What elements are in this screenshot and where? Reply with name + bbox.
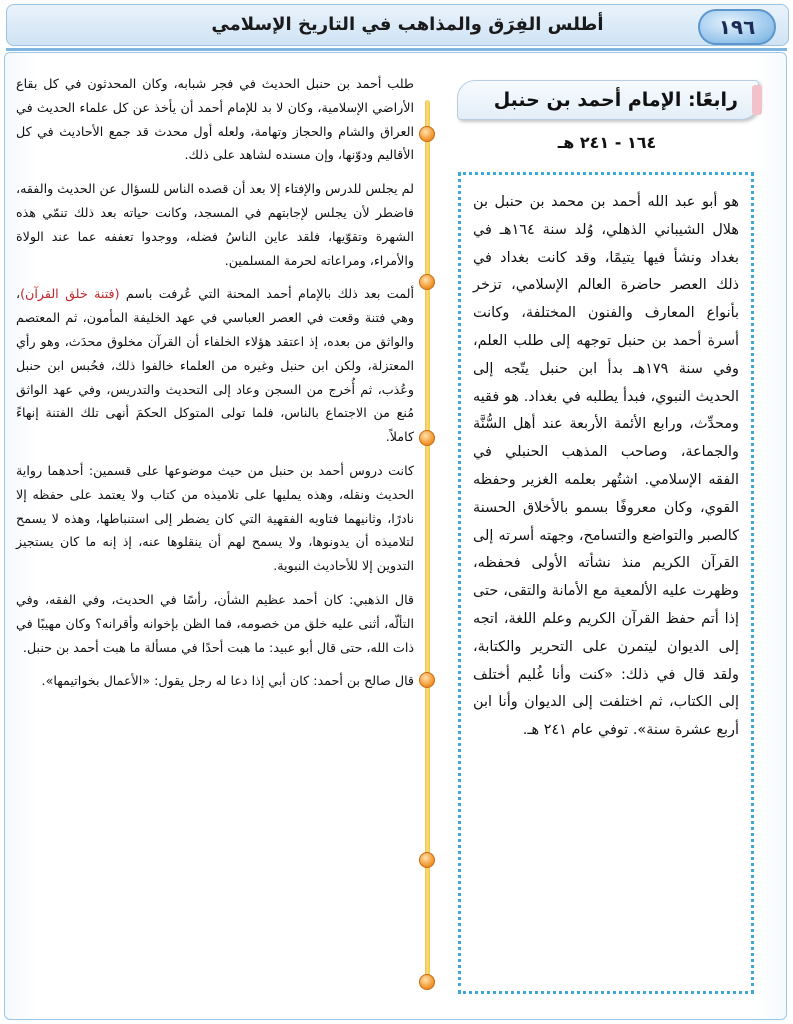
paragraph-3-end: ، وهي فتنة وقعت في العصر العباسي في عهد الخليفة المأمون، ثم المعتصم والواثق من بعده، إذ اعتقد هؤلاء الخلفاء أن القرآن مخلوق محدَث، وهو رأي المعتزلة، ولكن ابن حنبل وغيره من العلماء خالفوا ذلك، فحُبس ابن حنبل وعُذب، ثم أُخرج من السجن وعاد إلى التحديث والتدريس، وفي عهد الواثق مُنع من الاجتماع بالناس، فلما تولى المتوكل الحكمَ أنهى تلك الفتنة إنهاءً كاملاً. — [16, 286, 414, 445]
page-number-badge: ١٩٦ — [698, 9, 776, 45]
title-tab-decoration — [752, 85, 762, 115]
timeline-bullet-icon — [419, 430, 435, 446]
paragraph-2: لم يجلس للدرس والإفتاء إلا بعد أن قصده الناس للسؤال عن الحديث والفقه، فاضطر لأن يجلس لإجابتهم في المسجد، وكانت حياته بعد ذلك تنمّي هذه الشهرة وتقوّيها، فلقد عاين الناسُ فضله، ووجدوا تعففه عما عند الولاة والأمراء، ومراعاته لحرمة المسلمين. — [15, 181, 414, 268]
highlight-term: (فتنة خلق القرآن) — [20, 286, 120, 302]
section-title-box — [457, 80, 759, 120]
paragraph-4: كانت دروس أحمد بن حنبل من حيث موضوعها على قسمين: أحدهما رواية الحديث ونقله، وهذه يمليها على تلاميذه من كتاب ولا يعتمد على حفظه إلا نادرًا، وثانيهما فتاويه الفقهية التي كان يضطر إلى استنباطها، وهذه لا يسمح لتلاميذه أن يدونوها، ولا يسمح لهم أن ينقلوها عنه، إذ إنه ما كان يستجيز التدوين إلا للأحاديث النبوية. — [16, 462, 414, 574]
timeline-bullet-icon — [419, 672, 435, 688]
left-column-text — [16, 72, 414, 1012]
biography-box — [458, 172, 754, 994]
paragraph-5: قال الذهبي: كان أحمد عظيم الشأن، رأسًا في الحديث، وفي الفقه، وفي التألّه، أثنى عليه خلق من خصومه، فما الظن بإخوانه وأقرانه؟ وكان مهيبًا في ذات الله، حتى قال أبو عبيد: ما هبت أحدًا في مسألة ما هبت أحمد بن حنبل. — [16, 591, 414, 655]
book-title: أطلس الفِرَق والمذاهب في التاريخ الإسلامي — [211, 14, 604, 35]
paragraph-1: طلب أحمد بن حنبل الحديث في فجر شبابه، وكان المحدثون في كل بقاع الأراضي الإسلامية، وكان لا بد للإمام أحمد أن يأخذ عن كل علماء الحديث في العراق والشام والحجاز وتهامة، ولعله أول محدث قد جمع الأحاديث في كل الأقاليم ودوّنها، وإن مسنده لشاهد على ذلك. — [16, 76, 414, 163]
timeline-bullet-icon — [419, 274, 435, 290]
header-divider — [6, 48, 787, 51]
biography-text: هو أبو عبد الله أحمد بن محمد بن حنبل بن هلال الشيباني الذهلي، وُلد سنة ١٦٤هـ في بغداد ونشأ فيها يتيمًا، وقد كانت بغداد في ذلك العصر حاضرة العالم الإسلامي، تزخر بأنواع المعارف والفنون المختلفة، وكانت أسرة أحمد بن حنبل توجهه إلى طلب العلم، وفي سنة ١٧٩هـ بدأ ابن حنبل يتّجه إلى الحديث النبوي، فبدأ يطلبه في بغداد. هو فقيه ومحدِّث، ورابع الأئمة الأربعة عند أهل السُّنَّة والجماعة، وصاحب المذهب الحنبلي في الفقه الإسلامي. اشتُهر بعلمه الغزير وحفظه القوي، وكان معروفًا بسمو بالأخلاق الحسنة كالصبر والتواضع والتسامح، وجهته أسرته إلى القرآن الكريم منذ نشأته الأولى فحفظه، وظهرت عليه الألمعية مع الأمانة والتقى، حتى إذا أتم حفظ القرآن الكريم وعلم اللغة، اتجه إلى الديوان ليتمرن على التحرير والكتابة، ولقد قال في ذلك: «كنت وأنا غُليم أختلف إلى الكتاب، ثم اختلفت إلى الديوان وأنا ابن أربع عشرة سنة». توفي عام ٢٤١ هـ. — [473, 194, 739, 739]
paragraph-6: قال صالح بن أحمد: كان أبي إذا دعا له رجل يقول: «الأعمال بخواتيمها». — [41, 673, 414, 689]
life-dates: ١٦٤ - ٢٤١ هـ — [557, 133, 657, 152]
timeline-bullet-icon — [419, 974, 435, 990]
paragraph-3-start: ألمت بعد ذلك بالإمام أحمد المحنة التي عُرفت باسم — [119, 286, 414, 302]
timeline-bullet-icon — [419, 852, 435, 868]
page-header — [6, 4, 789, 46]
timeline-bullet-icon — [419, 126, 435, 142]
paragraph-3 — [16, 282, 414, 449]
section-title: رابعًا: الإمام أحمد بن حنبل — [493, 89, 738, 111]
